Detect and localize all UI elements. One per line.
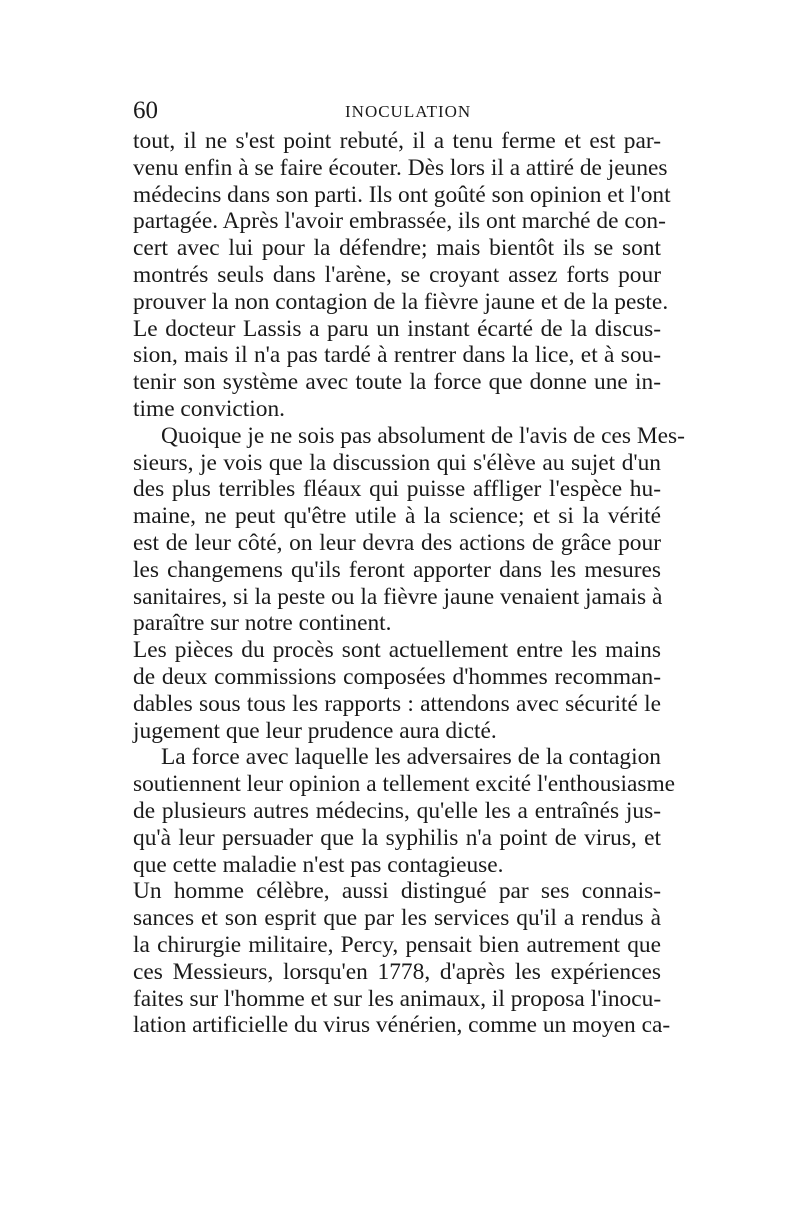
text-line: maine, ne peut qu'être utile à la science; et si la vérité bbox=[133, 503, 661, 530]
text-line: sieurs, je vois que la discussion qui s'élève au sujet d'un bbox=[133, 449, 661, 476]
text-line: tout, il ne s'est point rebuté, il a tenu ferme et est par- bbox=[133, 128, 661, 154]
page-header bbox=[133, 96, 663, 126]
text-line: sion, mais il n'a pas tardé à rentrer dans la lice, et à sou- bbox=[133, 342, 661, 369]
text-line: Quoique je ne sois pas absolument de l'avis de ces Mes- bbox=[161, 422, 685, 449]
text-line: de deux commissions composées d'hommes recomman- bbox=[133, 663, 661, 690]
paragraph bbox=[133, 878, 671, 1039]
text-line: faites sur l'homme et sur les animaux, il proposa l'inocu- bbox=[133, 985, 662, 1012]
text-line: montrés seuls dans l'arène, se croyant assez forts pour bbox=[133, 261, 661, 288]
text-line: prouver la non contagion de la fièvre jaune et de la peste. bbox=[133, 288, 669, 315]
text-line: paraître sur notre continent. bbox=[133, 610, 392, 637]
text-line: La force avec laquelle les adversaires de la contagion bbox=[161, 744, 661, 771]
text-line: des plus terribles fléaux qui puisse affliger l'espèce hu- bbox=[133, 476, 661, 503]
text-line: cert avec lui pour la défendre; mais bientôt ils se sont bbox=[133, 235, 661, 262]
text-line: sances et son esprit que par les services qu'il a rendus à bbox=[133, 905, 661, 932]
paragraph bbox=[133, 744, 676, 878]
text-line: de plusieurs autres médecins, qu'elle les a entraînés jus- bbox=[133, 797, 661, 824]
text-line: Le docteur Lassis a paru un instant écarté de la discus- bbox=[133, 315, 661, 342]
text-line: tenir son système avec toute la force que donne une in- bbox=[133, 369, 661, 396]
paragraph bbox=[133, 422, 685, 637]
paragraph bbox=[133, 128, 671, 423]
text-line: soutiennent leur opinion a tellement excité l'enthousiasme bbox=[133, 771, 676, 798]
text-line: Un homme célèbre, aussi distingué par ses connais- bbox=[133, 878, 661, 905]
running-title: INOCULATION bbox=[345, 102, 472, 121]
text-line: est de leur côté, on leur devra des actions de grâce pour bbox=[133, 529, 661, 556]
text-line: Les pièces du procès sont actuellement entre les mains bbox=[133, 637, 661, 664]
text-line: partagée. Après l'avoir embrassée, ils ont marché de con- bbox=[133, 208, 666, 235]
text-line: time conviction. bbox=[133, 395, 286, 422]
text-line: jugement que leur prudence aura dicté. bbox=[133, 717, 497, 744]
text-line: que cette maladie n'est pas contagieuse. bbox=[133, 851, 504, 878]
text-line: ces Messieurs, lorsqu'en 1778, d'après les expériences bbox=[133, 958, 661, 985]
text-line: venu enfin à se faire écouter. Dès lors il a attiré de jeunes bbox=[133, 154, 668, 181]
text-line: les changemens qu'ils feront apporter dans les mesures bbox=[133, 556, 661, 583]
text-line: dables sous tous les rapports : attendons avec sécurité le bbox=[133, 690, 661, 717]
text-line: qu'à leur persuader que la syphilis n'a point de virus, et bbox=[133, 824, 661, 851]
body-text bbox=[133, 128, 685, 1039]
text-line: lation artificielle du virus vénérien, comme un moyen ca- bbox=[133, 1012, 671, 1039]
page-number: 60 bbox=[133, 97, 158, 124]
text-line: sanitaires, si la peste ou la fièvre jaune venaient jamais à bbox=[133, 583, 663, 610]
paragraph bbox=[133, 637, 661, 744]
text-line: médecins dans son parti. Ils ont goûté son opinion et l'ont bbox=[133, 181, 671, 208]
text-line: la chirurgie militaire, Percy, pensait bien autrement que bbox=[133, 931, 661, 958]
